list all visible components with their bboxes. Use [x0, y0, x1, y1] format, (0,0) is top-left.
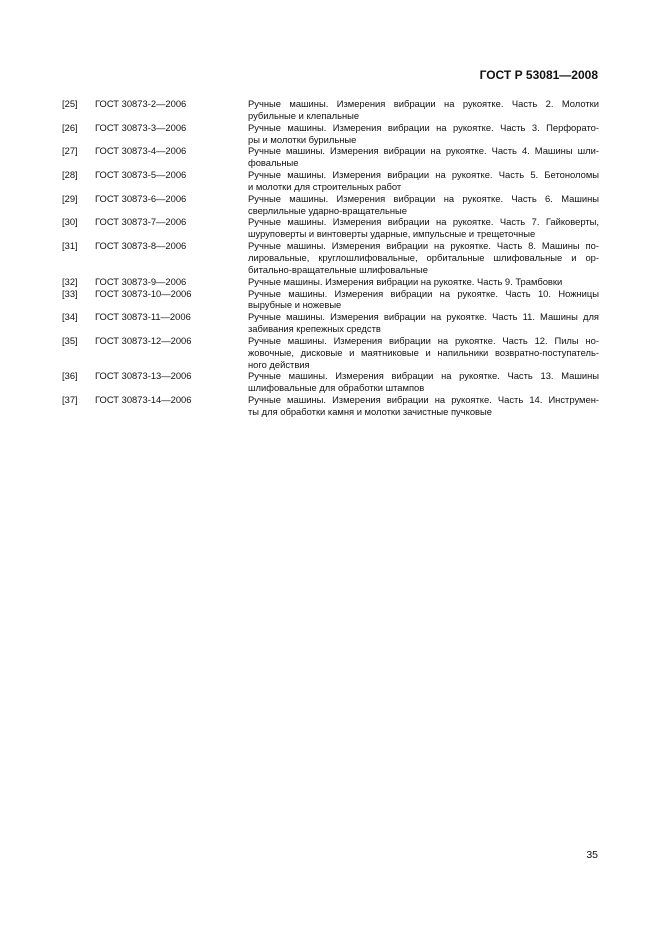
reference-title [248, 276, 599, 288]
reference-code: ГОСТ 30873-8—2006 [95, 240, 187, 252]
reference-title [248, 169, 599, 193]
reference-title-line: Ручные машины. Измерения вибрации на рукоятке. Часть 11. Машины для [248, 311, 599, 323]
reference-code: ГОСТ 30873-13—2006 [95, 370, 192, 382]
reference-title-line: ного действия [248, 358, 310, 370]
reference-list [62, 98, 599, 418]
reference-title-line: Ручные машины. Измерения вибрации на рукоятке. Часть 3. Перфорато- [248, 121, 599, 133]
page-number: 35 [586, 849, 598, 861]
reference-number: [31] [62, 240, 78, 252]
reference-code: ГОСТ 30873-9—2006 [95, 275, 187, 287]
reference-title [248, 216, 599, 240]
reference-code: ГОСТ 30873-4—2006 [95, 145, 187, 157]
reference-code: ГОСТ 30873-5—2006 [95, 169, 187, 181]
reference-title-line: Ручные машины. Измерения вибрации на рукоятке. Часть 12. Пилы но- [248, 334, 599, 346]
reference-number: [35] [62, 334, 78, 346]
reference-number: [33] [62, 287, 78, 299]
reference-number: [28] [62, 169, 78, 181]
reference-number: [34] [62, 311, 78, 323]
reference-entry [62, 370, 599, 394]
reference-title [248, 335, 599, 371]
reference-title-line: вырубные и ножевые [248, 299, 342, 311]
reference-entry [62, 193, 599, 217]
reference-code: ГОСТ 30873-3—2006 [95, 121, 187, 133]
reference-title [248, 145, 599, 169]
reference-title-line: Ручные машины. Измерения вибрации на рукоятке. Часть 5. Бетоноломы [248, 169, 599, 181]
reference-title-line: сверлильные ударно-вращательные [248, 204, 407, 216]
reference-title-line: шлифовальные для обработки штампов [248, 382, 425, 394]
reference-code: ГОСТ 30873-12—2006 [95, 334, 192, 346]
reference-number: [30] [62, 216, 78, 228]
reference-number: [32] [62, 275, 78, 287]
reference-title-line: Ручные машины. Измерения вибрации на рукоятке. Часть 4. Машины шли- [248, 145, 599, 157]
reference-title-line: шуруповерты и винтоверты ударные, импульсные и трещеточные [248, 228, 536, 240]
reference-number: [26] [62, 121, 78, 133]
reference-title-line: Ручные машины. Измерения вибрации на рукоятке. Часть 6. Машины [248, 192, 599, 204]
reference-title-line: Ручные машины. Измерения вибрации на рукоятке. Часть 10. Ножницы [248, 287, 599, 299]
reference-code: ГОСТ 30873-11—2006 [95, 311, 191, 323]
reference-title-line: фовальные [248, 157, 299, 169]
reference-title-line: жовочные, дисковые и маятниковые и напильники возвратно-поступатель- [248, 346, 599, 358]
reference-title-line: забивания крепежных средств [248, 323, 381, 335]
reference-title-line: Ручные машины. Измерения вибрации на рукоятке. Часть 7. Гайковерты, [248, 216, 599, 228]
reference-title [248, 122, 599, 146]
reference-entry [62, 394, 599, 418]
reference-title [248, 240, 599, 276]
reference-code: ГОСТ 30873-7—2006 [95, 216, 187, 228]
reference-title-line: рубильные и клепальные [248, 109, 360, 121]
reference-title [248, 193, 599, 217]
reference-title-line: Ручные машины. Измерения вибрации на рукоятке. Часть 9. Трамбовки [248, 275, 563, 287]
reference-entry [62, 276, 599, 288]
reference-title-line: Ручные машины. Измерения вибрации на рукоятке. Часть 14. Инструмен- [248, 394, 599, 406]
reference-entry [62, 288, 599, 312]
reference-code: ГОСТ 30873-6—2006 [95, 192, 187, 204]
reference-title [248, 370, 599, 394]
reference-entry [62, 240, 599, 276]
reference-title [248, 288, 599, 312]
reference-entry [62, 311, 599, 335]
reference-title-line: Ручные машины. Измерения вибрации на рукоятке. Часть 2. Молотки [248, 98, 599, 109]
reference-code: ГОСТ 30873-10—2006 [95, 287, 192, 299]
reference-title [248, 311, 599, 335]
document-header: ГОСТ Р 53081—2008 [479, 68, 598, 82]
reference-title-line: ты для обработки камня и молотки зачистные пучковые [248, 405, 492, 417]
reference-entry [62, 98, 599, 122]
reference-entry [62, 335, 599, 371]
reference-title-line: битально-вращательные шлифовальные [248, 263, 428, 275]
reference-number: [36] [62, 370, 78, 382]
reference-title-line: и молотки для строительных работ [248, 180, 402, 192]
reference-entry [62, 122, 599, 146]
reference-number: [25] [62, 98, 78, 109]
reference-entry [62, 169, 599, 193]
reference-title [248, 394, 599, 418]
reference-number: [29] [62, 192, 78, 204]
reference-entry [62, 216, 599, 240]
reference-title-line: ры и молотки бурильные [248, 133, 357, 145]
reference-code: ГОСТ 30873-14—2006 [95, 394, 192, 406]
reference-title [248, 98, 599, 122]
reference-entry [62, 145, 599, 169]
reference-code: ГОСТ 30873-2—2006 [95, 98, 187, 109]
reference-number: [37] [62, 394, 78, 406]
reference-number: [27] [62, 145, 78, 157]
reference-title-line: Ручные машины. Измерения вибрации на рукоятке. Часть 8. Машины по- [248, 240, 599, 252]
reference-title-line: лировальные, круглошлифовальные, орбитальные шлифовальные и ор- [248, 251, 599, 263]
reference-title-line: Ручные машины. Измерения вибрации на рукоятке. Часть 13. Машины [248, 370, 599, 382]
